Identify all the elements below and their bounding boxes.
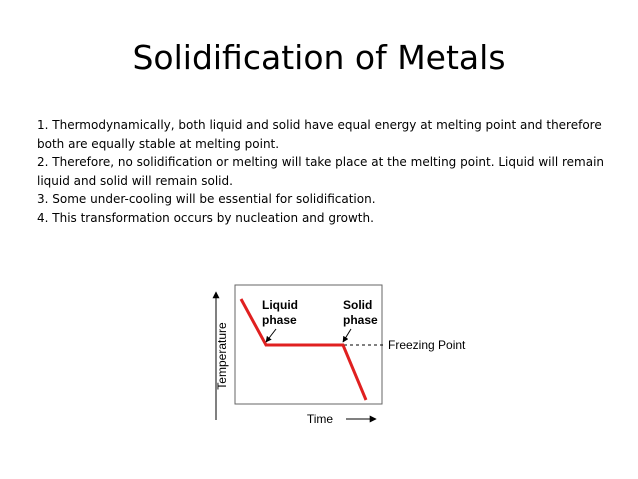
point-3: 3. Some under-cooling will be essential for solidification. [37,192,376,206]
solid-label-line1: Solid [343,298,373,312]
freezing-point-label: Freezing Point [388,338,466,352]
point-2: 2. Therefore, no solidification or melting will take place at the melting point. Liquid will remain liquid and solid will remain solid. [37,155,605,188]
y-axis-label: Temperature [215,322,229,390]
solid-pointer-arrow [343,329,351,342]
liquid-pointer-arrow [266,329,276,342]
slide-title: Solidification of Metals [132,38,506,77]
liquid-label-line1: Liquid [262,298,298,312]
solid-label-line2: phase [343,313,378,327]
point-1: 1. Thermodynamically, both liquid and solid have equal energy at melting point and therefore both are equally stable at melting point. [37,118,602,151]
point-4: 4. This transformation occurs by nucleation and growth. [37,210,374,225]
x-axis-label: Time [306,412,334,426]
liquid-label-line2: phase [262,313,297,327]
